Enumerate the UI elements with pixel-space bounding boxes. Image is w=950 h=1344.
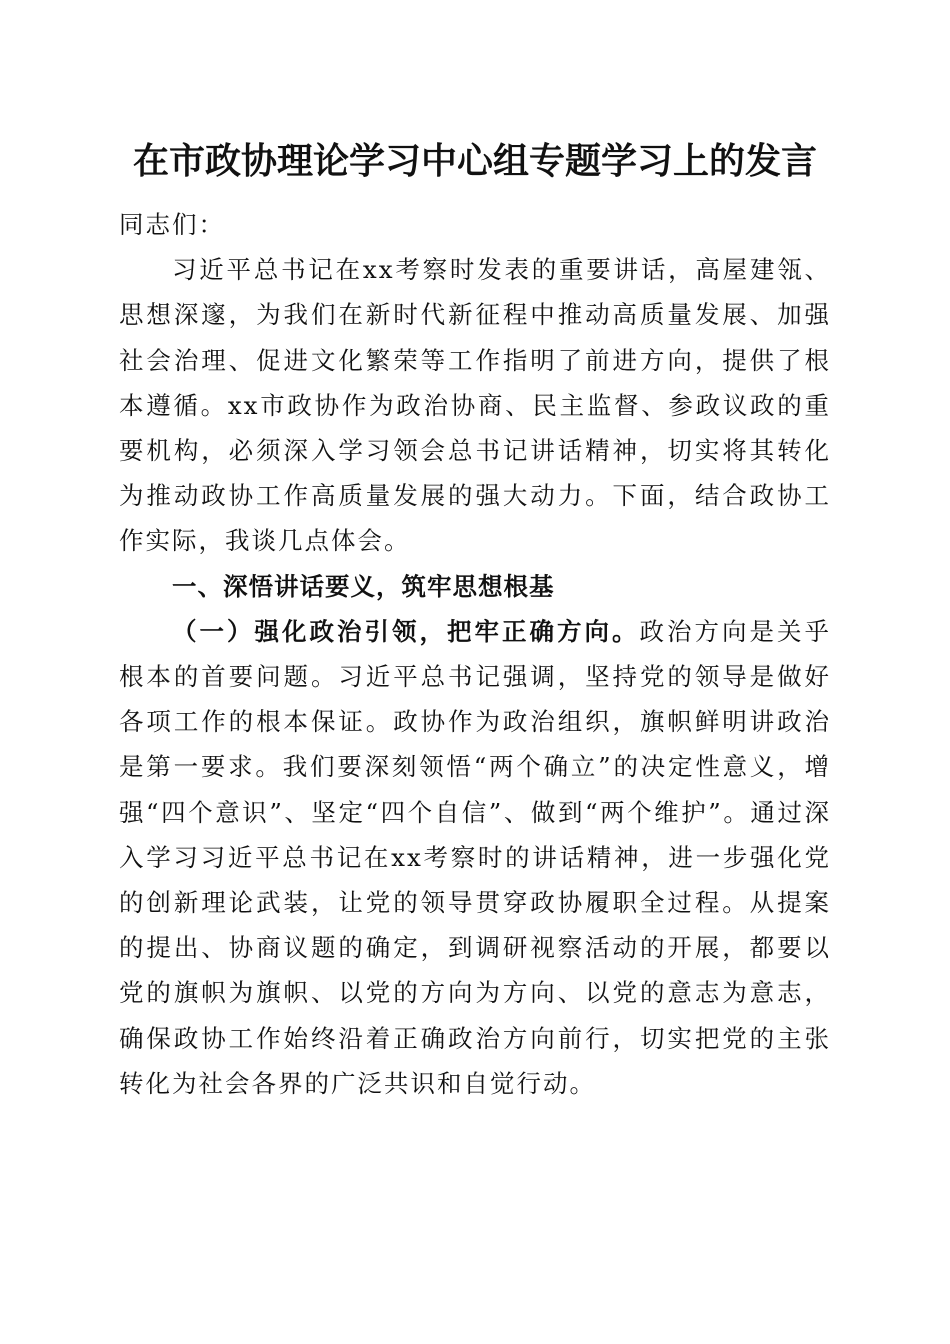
document-title: 在市政协理论学习中心组专题学习上的发言	[132, 140, 817, 182]
subsection-text-1: 政治方向是关乎根本的首要问题。习近平总书记强调，坚持党的领导是做好各项工作的根本保证。政协作为政治组织，旗帜鲜明讲政治是第一要求。我们要深刻领悟“两个确立”的决定性意义，增强“四个意识”、坚定“四个自信”、做到“两个维护”。通过深入学习习近平总书记在xx考察时的讲话精神，进一步强化党的创新理论武装，让党的领导贯穿政协履职全过程。从提案的提出、协商议题的确定，到调研视察活动的开展，都要以党的旗帜为旗帜、以党的方向为方向、以党的意志为意志，确保政协工作始终沿着正确政治方向前行，切实把党的主张转化为社会各界的广泛共识和自觉行动。	[119, 616, 831, 1098]
section-heading-1: 一、深悟讲话要义，筑牢思想根基	[172, 571, 555, 601]
document-body	[119, 202, 831, 1106]
subsection-paragraph-1	[119, 609, 831, 1106]
intro-paragraph: 习近平总书记在xx考察时发表的重要讲话，高屋建瓴、思想深邃，为我们在新时代新征程中推动高质量发展、加强社会治理、促进文化繁荣等工作指明了前进方向，提供了根本遵循。xx市政协作为政治协商、民主监督、参政议政的重要机构，必须深入学习领会总书记讲话精神，切实将其转化为推动政协工作高质量发展的强大动力。下面，结合政协工作实际，我谈几点体会。	[119, 255, 831, 556]
salutation: 同志们：	[119, 210, 225, 239]
subsection-lead-1: （一）强化政治引领，把牢正确方向。	[172, 616, 640, 646]
